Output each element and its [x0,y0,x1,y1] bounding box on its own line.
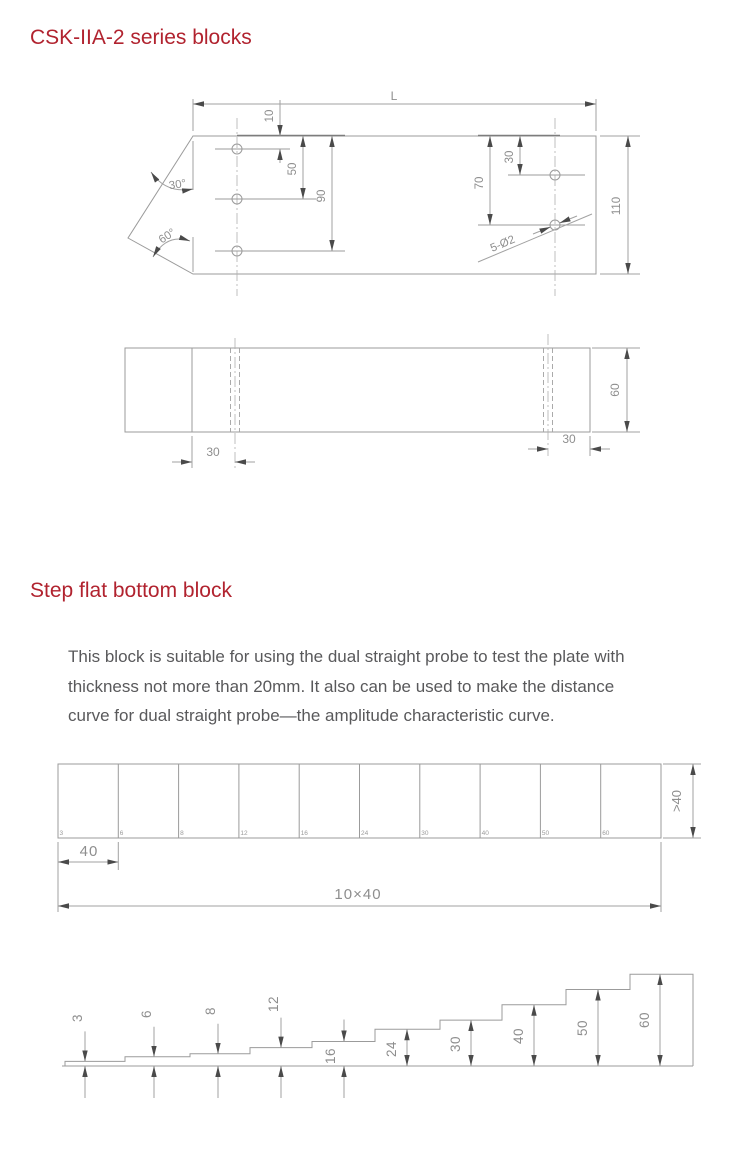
dim-label-60: 60 [608,383,622,397]
step-label-12: 12 [266,995,281,1013]
csk-front-view-drawing [125,334,640,468]
page-title-csk-series: CSK-IIA-2 series blocks [30,26,252,49]
dim-label-30-right: 30 [562,432,576,446]
dim-label-40: 40 [79,843,99,860]
dim-label-length: L [390,89,398,103]
step-profile-drawing [62,974,693,1098]
step-label-60: 60 [637,1011,652,1029]
dim-label-110: 110 [611,196,623,216]
csk-front-outline [125,348,590,432]
step-label-40: 40 [511,1027,526,1045]
step-plan-view-drawing [58,764,701,912]
step-profile-outline [65,974,693,1066]
dim-label-10: 10 [264,109,276,123]
csk-block-outline [128,136,596,274]
cell-label-30: 30 [421,830,429,837]
angle-label-60: 60° [156,226,178,247]
cell-label-3: 3 [59,830,64,837]
dim-label-30-top: 30 [504,150,516,164]
cell-label-60: 60 [602,830,610,837]
dim-label-50: 50 [287,162,299,176]
description-line-3: curve for dual straight probe—the amplitude characteristic curve. [68,706,555,725]
cell-label-6: 6 [119,830,124,837]
cell-label-12: 12 [240,830,248,837]
description-line-2: thickness not more than 20mm. It also can be used to make the distance [68,676,615,696]
cell-label-24: 24 [361,830,369,837]
dim-label-90: 90 [316,189,328,203]
step-label-24: 24 [384,1040,399,1058]
step-label-50: 50 [575,1019,590,1037]
dim-label-70: 70 [474,176,486,190]
dim-label-holes: 5-Ø2 [488,233,517,255]
step-label-30: 30 [448,1035,463,1053]
step-label-16: 16 [323,1047,338,1065]
angle-label-30: 30° [168,177,188,193]
cell-label-16: 16 [300,830,308,837]
cell-label-40: 40 [481,830,489,837]
description-line-1: This block is suitable for using the dual straight probe to test the plate with [68,647,625,666]
dim-label-gt40: >40 [669,789,684,813]
cell-label-8: 8 [180,830,184,837]
dim-label-10x40: 10×40 [334,886,382,903]
step-label-3: 3 [70,1013,85,1023]
csk-plan-view-drawing [128,89,640,296]
section-title-step-block: Step flat bottom block [30,579,232,602]
step-label-8: 8 [203,1006,218,1016]
cell-label-50: 50 [541,830,550,837]
step-label-6: 6 [139,1009,154,1019]
dim-label-30-left: 30 [206,445,220,459]
